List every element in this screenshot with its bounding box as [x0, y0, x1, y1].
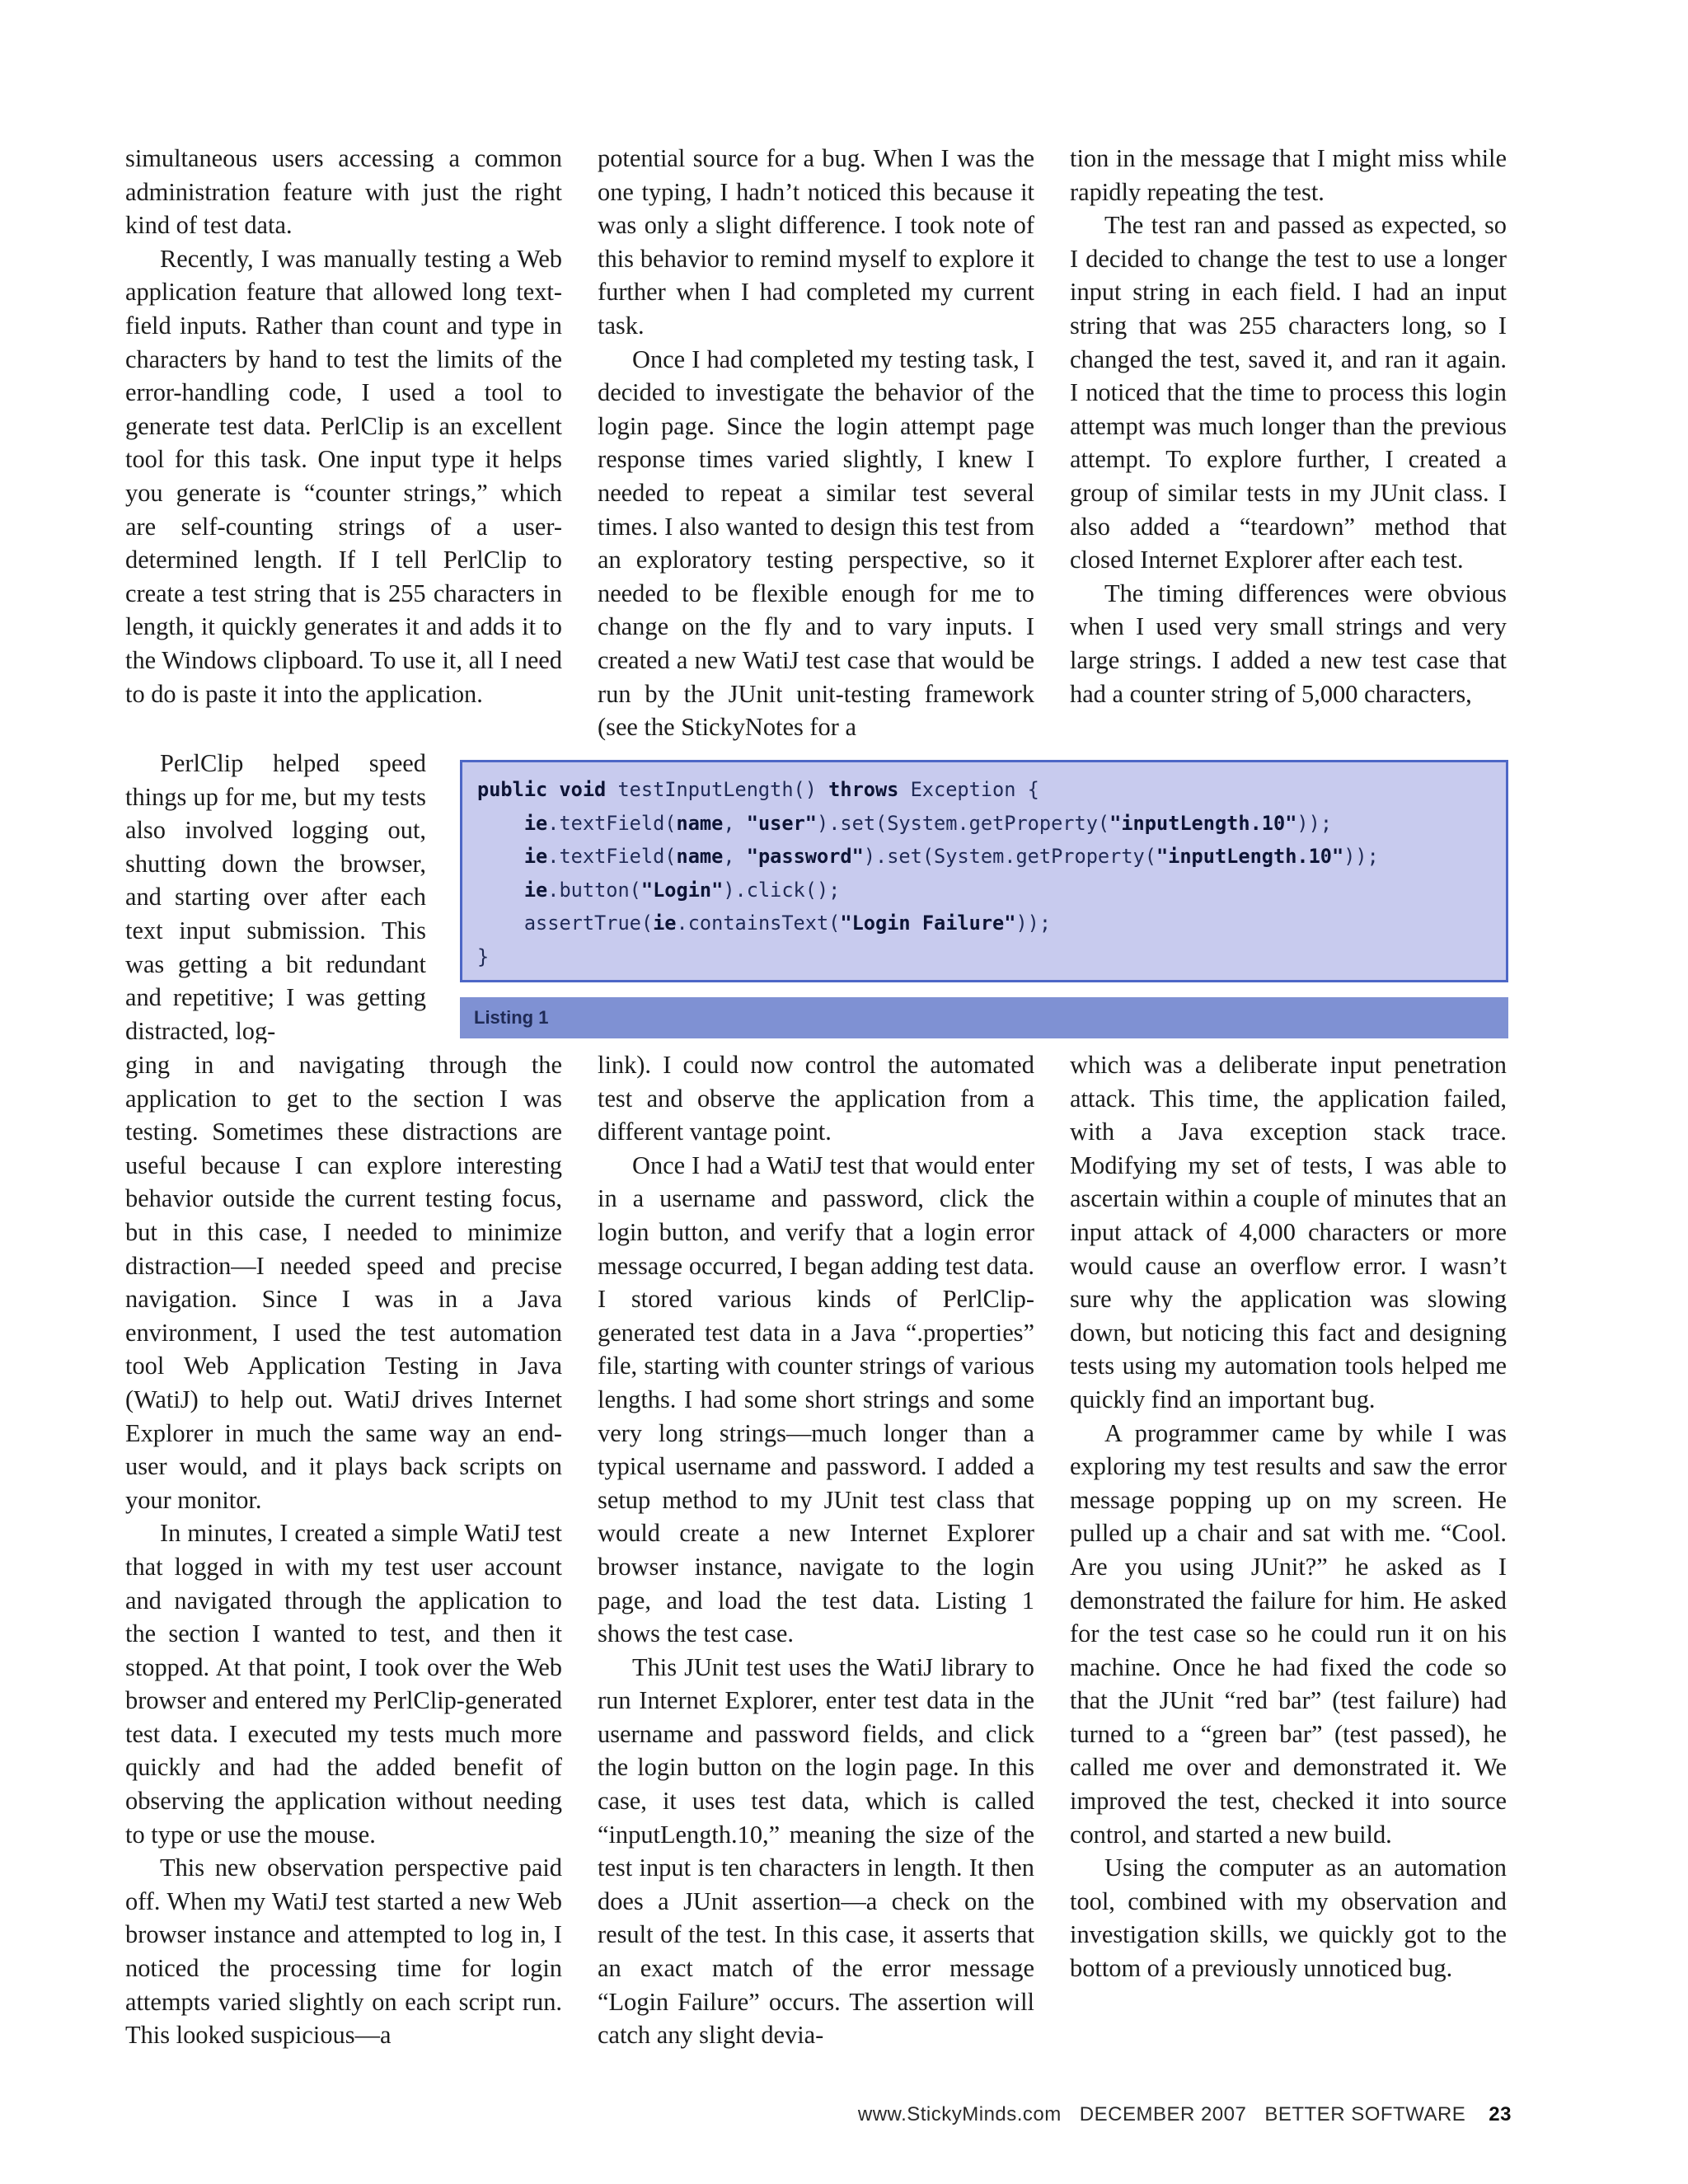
paragraph: Once I had completed my testing task, I decided to investigate the behavior of the login page. Since the login attempt page response times varied slightly, I knew I needed to repeat a similar test several times. I also wanted to design this test from an exploratory testing perspective, so it needed to be flexible enough for me to change on the fly and to vary inputs. I created a new WatiJ test case that would be run by the JUnit unit-testing framework (see the StickyNotes for a [598, 344, 1034, 742]
code-object: ie [523, 811, 548, 835]
code-keyword: throws [828, 778, 899, 801]
code-text: } [477, 944, 490, 968]
code-object: ie [653, 912, 677, 935]
column-1-top [125, 142, 562, 750]
code-text: Exception { [898, 778, 1039, 801]
paragraph: potential source for a bug. When I was the one typing, I hadn’t noticed this because it was only a slight difference. I took note of this behavior to remind myself to explore it further when I had completed my current task. [598, 144, 1034, 340]
listing-caption: Listing 1 [460, 997, 1508, 1038]
code-text: ).set(System.getProperty( [863, 845, 1156, 869]
code-text: assertTrue( [523, 912, 654, 935]
paragraph: The test ran and passed as expected, so I decided to change the test to use a longer input string in each field. I had an input string that was 255 characters long, so I changed the test, saved it, and ran it again. I noticed that the time to process this login attempt was much longer than the previous attempt. To explore further, I created a group of similar tests in my JUnit class. I also added a “teardown” method that closed Internet Explorer after each test. [1070, 211, 1507, 574]
paragraph: simultaneous users accessing a common administration feature with just the right kind of test data. [125, 144, 562, 240]
paragraph: In minutes, I created a simple WatiJ test that logged in with my test user account and navigated through the application to the section I wanted to test, and then it stopped. At that point, I took over the Web browser and entered my PerlClip-generated test data. I executed my tests much more quickly and had the added benefit of observing the application without needing to type or use the mouse. [125, 1519, 562, 1849]
code-string: "password" [746, 845, 864, 869]
paragraph: The timing differences were obvious when I used very small strings and very large strings. I added a new test case that had a counter string of 5,000 characters, [1070, 579, 1507, 708]
footer-magazine: BETTER SOFTWARE [1264, 2103, 1466, 2125]
code-text: .textField( [547, 845, 677, 869]
paragraph: tion in the message that I might miss while rapidly repeating the test. [1070, 144, 1507, 206]
code-text: testInputLength() [606, 778, 829, 801]
code-object: ie [523, 845, 548, 869]
footer-date: DECEMBER 2007 [1079, 2103, 1247, 2125]
code-text: )); [1015, 912, 1052, 935]
footer-url: www.StickyMinds.com [857, 2103, 1062, 2125]
code-string: "user" [746, 811, 817, 835]
code-string: "Login Failure" [840, 912, 1016, 935]
paragraph: Once I had a WatiJ test that would enter in a username and password, click the login button, and verify that a login error message occurred, I began adding test data. I stored various kinds of PerlClip-generated test data in a Java “.properties” file, starting with counter strings of various lengths. I had some short strings and some very long strings—much longer than a typical username and password. I added a setup method to my JUnit test class that would create a new Internet Explorer browser instance, navigate to the login page, and load the test data. Listing 1 shows the test case. [598, 1151, 1034, 1648]
code-string: "inputLength.10" [1109, 811, 1297, 835]
column-2-top [598, 142, 1034, 750]
code-text: ).set(System.getProperty( [817, 811, 1110, 835]
code-string: "Login" [640, 878, 724, 902]
code-object: ie [523, 878, 548, 902]
code-block [477, 773, 1491, 974]
column-3-bottom [1070, 1048, 1507, 2070]
column-1-bottom [125, 1048, 562, 2070]
code-arg: name [676, 811, 724, 835]
paragraph: A programmer came by while I was exploring my test results and saw the error message popping up on my screen. He pulled up a chair and sat with me. “Cool. Are you using JUnit?” he asked as I demonstrated the failure for him. He asked for the test case so he could run it on his machine. Once he had fixed the code so that the JUnit “red bar” (test failure) had turned to a “green bar” (test passed), he called me over and demonstrated it. We improved the test, checked it into source control, and started a new build. [1070, 1418, 1507, 1849]
code-text: , [723, 811, 747, 835]
paragraph: which was a deliberate input penetration attack. This time, the application failed, with a Java exception stack trace. Modifying my set of tests, I was able to ascertain within a couple of minutes that an input attack of 4,000 characters or more would cause an overflow error. I wasn’t sure why the application was slowing down, but noticing this fact and designing tests using my automation tools helped me quickly find an important bug. [1070, 1051, 1507, 1413]
code-text: , [723, 845, 747, 869]
paragraph: ging in and navigating through the application to get to the section I was testing. Sometimes these distractions are useful because I can explore interesting behavior outside the current testing focus, but in this case, I needed to minimize distraction—I needed speed and precise navigation. Since I was in a Java environment, I used the test automation tool Web Application Testing in Java (WatiJ) to help out. WatiJ drives Internet Explorer in much the same way an end-user would, and it plays back scripts on your monitor. [125, 1051, 562, 1514]
code-arg: name [676, 845, 724, 869]
column-1-wrap [125, 747, 426, 1043]
code-text: .button( [547, 878, 641, 902]
column-2-bottom [598, 1048, 1034, 2070]
paragraph: Recently, I was manually testing a Web application feature that allowed long text-field inputs. Rather than count and type in characters by hand to test the limits of the error-handling code, I used a tool to generate test data. PerlClip is an excellent tool for this task. One input type it helps you generate is “counter strings,” which are self-counting strings of a user-determined length. If I tell PerlClip to create a test string that is 255 characters in length, it quickly generates it and adds it to the Windows clipboard. To use it, all I need to do is paste it into the application. [125, 244, 562, 708]
column-3-top [1070, 142, 1507, 750]
code-text: ).click(); [723, 878, 841, 902]
paragraph: link). I could now control the automated test and observe the application from a different vantage point. [598, 1051, 1034, 1146]
code-text: )); [1343, 845, 1379, 869]
page-number: 23 [1489, 2103, 1512, 2125]
code-text: )); [1296, 811, 1333, 835]
paragraph: PerlClip helped speed things up for me, but my tests also involved logging out, shutting down the browser, and starting over after each text input submission. This was getting a bit redundant and repetitive; I was getting distracted, log- [125, 749, 426, 1043]
code-text: .textField( [547, 811, 677, 835]
paragraph: This new observation perspective paid off. When my WatiJ test started a new Web browser instance and attempted to log in, I noticed the processing time for login attempts varied slightly on each script run. This looked suspicious—a [125, 1854, 562, 2050]
code-listing [460, 760, 1508, 982]
code-keyword: public void [477, 778, 607, 801]
paragraph: Using the computer as an automation tool, combined with my observation and investigation skills, we quickly got to the bottom of a previously unnoticed bug. [1070, 1854, 1507, 1983]
code-text: .containsText( [676, 912, 841, 935]
paragraph: This JUnit test uses the WatiJ library to run Internet Explorer, enter test data in the username and password fields, and click the login button on the login page. In this case, it uses test data, which is called “inputLength.10,” meaning the size of the test input is ten characters in length. It then does a JUnit assertion—a check on the result of the test. In this case, it asserts that an exact match of the error message “Login Failure” occurs. The assertion will catch any slight devia- [598, 1652, 1034, 2050]
page-footer [840, 2103, 1512, 2126]
code-string: "inputLength.10" [1156, 845, 1344, 869]
